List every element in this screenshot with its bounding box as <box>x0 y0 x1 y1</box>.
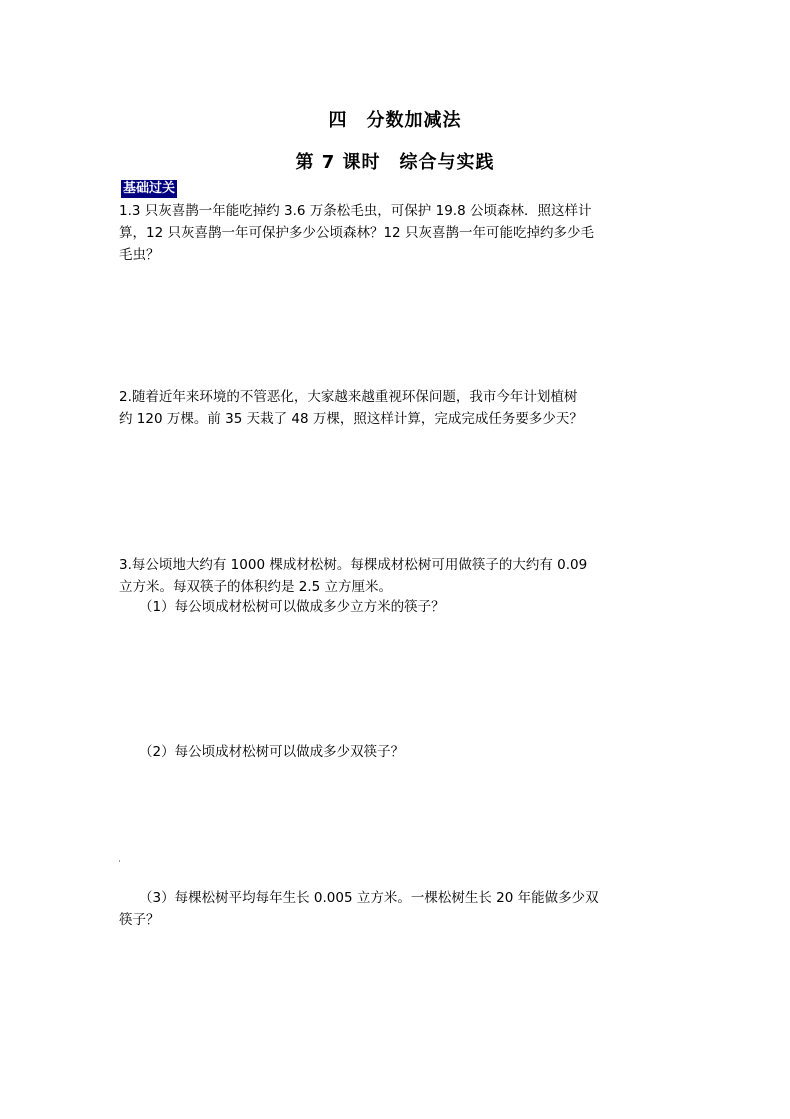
question-3-sub-2: （2）每公顷成材松树可以做成多少双筷子？ <box>139 744 405 760</box>
unit-title: 四 分数加减法 <box>328 110 462 131</box>
question-1-line-2: 算，12 只灰喜鹊一年可保护多少公顷森林？12 只灰喜鹊一年可能吃掉约多少毛 <box>119 225 594 241</box>
question-1-line-1: 1.3 只灰喜鹊一年能吃掉约 3.6 万条松毛虫，可保护 19.8 公顷森林．照这样计 <box>119 203 592 219</box>
question-3-sub-3-line-2: 筷子？ <box>119 912 160 928</box>
section-badge: 基础过关 <box>123 181 176 196</box>
question-3-line-1: 3.每公顷地大约有 1000 棵成材松树。每棵成材松树可用做筷子的大约有 0.09 <box>119 557 588 573</box>
question-3-line-2: 立方米。每双筷子的体积约是 2.5 立方厘米。 <box>119 579 393 595</box>
question-2-line-2: 约 120 万棵。前 35 天栽了 48 万棵，照这样计算，完成完成任务要多少天？ <box>119 411 583 427</box>
stray-mark <box>119 860 120 862</box>
question-3-sub-1: （1）每公顷成材松树可以做成多少立方米的筷子？ <box>139 599 445 615</box>
question-3-sub-3-line-1: （3）每棵松树平均每年生长 0.005 立方米。一棵松树生长 20 年能做多少双 <box>139 890 599 906</box>
lesson-title: 第 7 课时 综合与实践 <box>295 152 495 173</box>
question-1-line-3: 毛虫？ <box>119 247 160 263</box>
question-2-line-1: 2.随着近年来环境的不管恶化，大家越来越重视环保问题，我市今年计划植树 <box>119 389 578 405</box>
